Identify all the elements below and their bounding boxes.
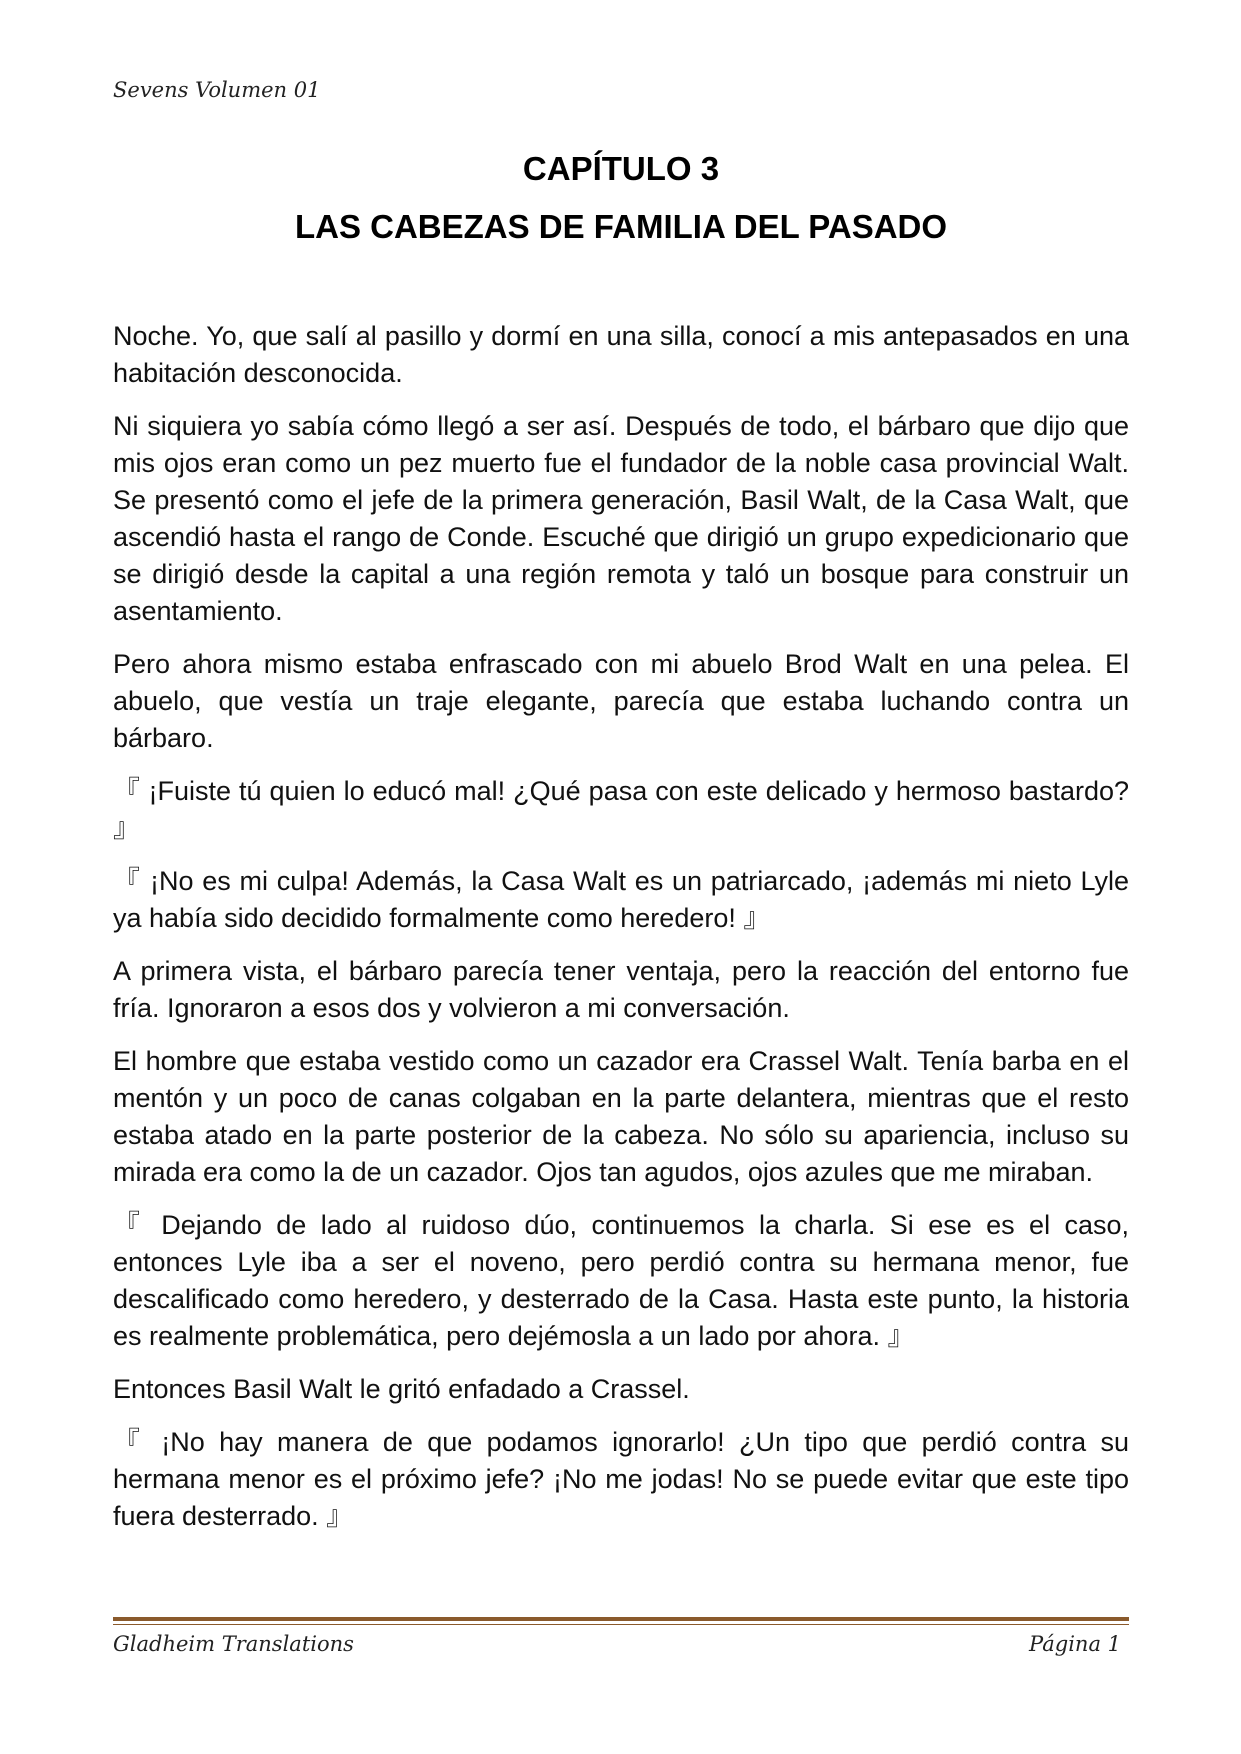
dialogue-paragraph: 『 Dejando de lado al ruidoso dúo, continuemos la charla. Si ese es el caso, entonces Lyle iba a ser el noveno, pero perdió contra su hermana menor, fue descalificado como heredero, y desterrado de la Casa. Hasta este punto, la historia es realmente problemática, pero dejémosla a un lado por ahora. 』 bbox=[113, 1210, 1129, 1351]
chapter-title: LAS CABEZAS DE FAMILIA DEL PASADO bbox=[294, 208, 948, 245]
paragraph: A primera vista, el bárbaro parecía tener ventaja, pero la reacción del entorno fue fría. Ignoraron a esos dos y volvieron a mi conversación. bbox=[113, 956, 1129, 1023]
chapter-number: CAPÍTULO 3 bbox=[522, 150, 720, 187]
paragraph: Noche. Yo, que salí al pasillo y dormí en una silla, conocí a mis antepasados en una habitación desconocida. bbox=[113, 321, 1129, 388]
page-number: Página 1 bbox=[1029, 1632, 1121, 1656]
dialogue-paragraph: 『 ¡No es mi culpa! Además, la Casa Walt es un patriarcado, ¡además mi nieto Lyle ya había sido decidido formalmente como heredero! 』 bbox=[113, 866, 1129, 933]
dialogue-paragraph: 『 ¡No hay manera de que podamos ignorarlo! ¿Un tipo que perdió contra su hermana menor es el próximo jefe? ¡No me jodas! No se puede evitar que este tipo fuera desterrado. 』 bbox=[113, 1427, 1129, 1531]
footer-translator: Gladheim Translations bbox=[113, 1632, 354, 1656]
paragraph: Ni siquiera yo sabía cómo llegó a ser así. Después de todo, el bárbaro que dijo que mis ojos eran como un pez muerto fue el fundador de la noble casa provincial Walt. Se presentó como el jefe de la primera generación, Basil Walt, de la Casa Walt, que ascendió hasta el rango de Conde. Escuché que dirigió un grupo expedicionario que se dirigió desde la capital a una región remota y taló un bosque para construir un asentamiento. bbox=[113, 411, 1129, 626]
running-header: Sevens Volumen 01 bbox=[113, 78, 321, 102]
chapter-body bbox=[113, 318, 1129, 1551]
paragraph: El hombre que estaba vestido como un cazador era Crassel Walt. Tenía barba en el mentón y un poco de canas colgaban en la parte delantera, mientras que el resto estaba atado en la parte posterior de la cabeza. No sólo su apariencia, incluso su mirada era como la de un cazador. Ojos tan agudos, ojos azules que me miraban. bbox=[113, 1046, 1129, 1187]
footer-divider bbox=[113, 1617, 1129, 1621]
footer-divider-thin bbox=[113, 1624, 1129, 1625]
dialogue-paragraph: 『 ¡Fuiste tú quien lo educó mal! ¿Qué pasa con este delicado y hermoso bastardo? 』 bbox=[113, 776, 1129, 843]
paragraph: Pero ahora mismo estaba enfrascado con mi abuelo Brod Walt en una pelea. El abuelo, que vestía un traje elegante, parecía que estaba luchando contra un bárbaro. bbox=[113, 649, 1129, 753]
paragraph: Entonces Basil Walt le gritó enfadado a Crassel. bbox=[113, 1374, 690, 1404]
